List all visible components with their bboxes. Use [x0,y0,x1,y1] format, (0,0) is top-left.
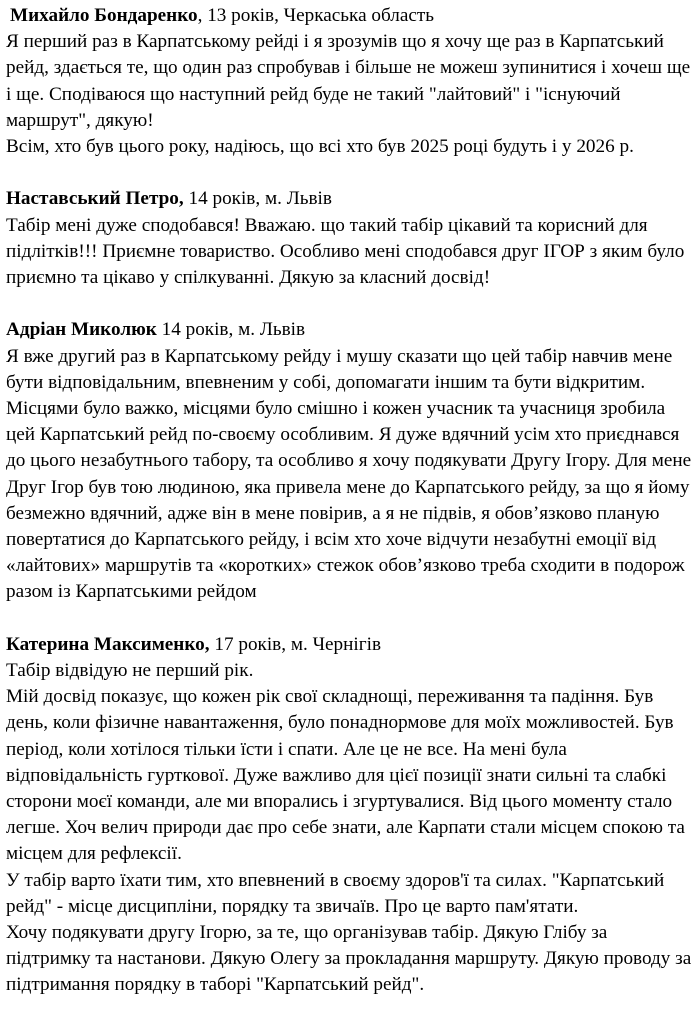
author-name: Катерина Максименко, [6,633,210,655]
testimonial-paragraph: У табір варто їхати тим, хто впевнений в своєму здоров'ї та силах. "Карпатський рейд" - місце дисципліни, порядку та звичаїв. Про це варто пам'ятати. [6,869,665,917]
testimonial-paragraph: Табір відвідую не перший рік. [6,660,254,682]
document-page [6,3,692,1025]
testimonial-header [6,632,692,658]
testimonial-paragraph: Табір мені дуже сподобався! Вважаю. що такий табір цікавий та корисний для підлітків!!! Приємне товариство. Особливо мені сподобався друг ІГОР з яким було приємно та цікаво у спілкуванні. Дякую за класний досвід! [6,214,685,289]
testimonial-header [6,317,692,343]
testimonial-paragraph: Я перший раз в Карпатському рейді і я зрозумів що я хочу ще раз в Карпатський рейд, здається те, що один раз спробував і більше не можеш зупинитися і хочеш ще і ще. Сподіваюся що наступний рейд буде не такий "лайтовий" і "існуючий маршрут", дякую! [6,31,691,131]
testimonial-paragraph: Хочу подякувати другу Ігорю, за те, що організував табір. Дякую Глібу за підтримку та настанови. Дякую Олегу за прокладання маршруту. Дякую проводу за підтримання порядку в таборі "Карпатський рейд". [6,922,692,996]
testimonial-3 [6,317,692,605]
testimonial-header [6,186,692,212]
header-separator: , [197,5,208,26]
testimonial-2 [6,186,692,291]
testimonial-4 [6,632,692,999]
author-info: 13 років, Черкаська область [207,5,435,26]
author-name: Адріан Миколюк [6,319,157,341]
author-info: 14 років, м. Львів [161,319,306,341]
author-name: Наставський Петро, [6,188,184,210]
testimonial-paragraph: Я вже другий раз в Карпатському рейду і мушу сказати що цей табір навчив мене бути відповідальним, впевненим у собі, допомагати іншим та бути відкритим. Місцями було важко, місцями було смішно і кожен учасник та учасниця зробила цей Карпатський рейд по-своєму особливим. Я дуже вдячний усім хто приєднався до цього незабутнього табору, та особливо я хочу подякувати Другу Ігору. Для мене Друг Ігор був тою людиною, яка привела мене до Карпатського рейду, за що я йому безмежно вдячний, адже він в мене повірив, а я не підвів, я обов’язково планую повертатися до Карпатського рейду, і всім хто хоче відчути незабутні емоції від «лайтових» маршрутів та «коротких» стежок обов’язково треба сходити в подорож разом із Карпатськими рейдом [6,345,692,603]
author-info: 17 років, м. Чернігів [214,633,382,655]
testimonial-paragraph: Мій досвід показує, що кожен рік свої складнощі, переживання та падіння. Був день, коли фізичне навантаження, було понаднормове для моїх можливостей. Був період, коли хотілося тільки їсти і спати. Але це не все. На мені була відповідальність гурткової. Дуже важливо для цієї позиції знати сильні та слабкі сторони моєї команди, але ми впорались і згуртувалися. Від цього моменту стало легше. Хоч велич природи дає про себе знати, але Карпати стали місцем спокою та місцем для рефлексії. [6,686,685,865]
author-name: Михайло Бондаренко [10,5,198,26]
testimonial-paragraph: Всім, хто був цього року, надіюсь, що всі хто був 2025 році будуть і у 2026 р. [6,136,634,158]
author-info: 14 років, м. Львів [188,188,332,210]
testimonial-1 [6,3,692,160]
testimonial-header [6,3,692,29]
